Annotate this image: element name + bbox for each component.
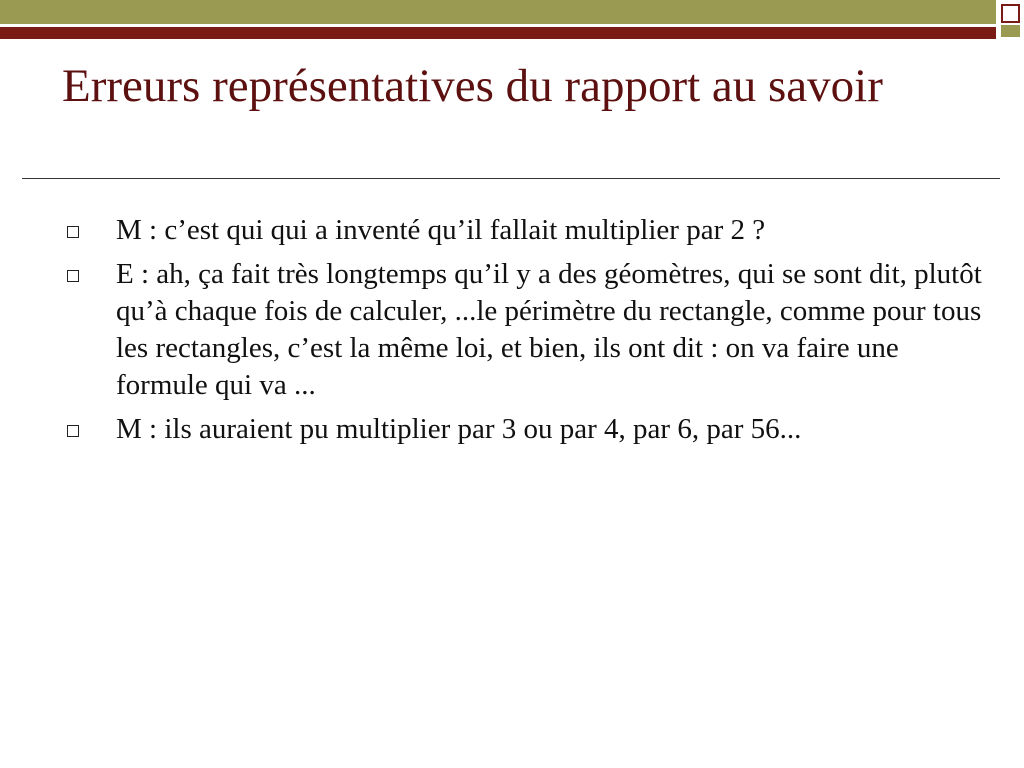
- corner-square-lower: [1001, 25, 1020, 37]
- bullet-item: [62, 212, 982, 249]
- bullet-item: [62, 256, 982, 404]
- bullet-text: M : ils auraient pu multiplier par 3 ou par 4, par 6, par 56...: [116, 413, 802, 445]
- header-band-olive: [0, 0, 996, 24]
- hollow-square-icon: [67, 226, 79, 238]
- hollow-square-icon: [67, 425, 79, 437]
- header-band-maroon: [0, 27, 996, 39]
- bullet-item: [62, 411, 982, 448]
- slide-title: Erreurs représentatives du rapport au savoir: [62, 60, 883, 112]
- bullet-text: M : c’est qui qui a inventé qu’il fallait multiplier par 2 ?: [116, 214, 766, 246]
- bullet-list: [62, 212, 982, 455]
- corner-square-icon: [1001, 4, 1020, 23]
- bullet-text: E : ah, ça fait très longtemps qu’il y a des géomètres, qui se sont dit, plutôt qu’à chaque fois de calculer, ...le périmètre du rectangle, comme pour tous les rectangles, c’est la même loi, et bien, ils ont dit : on va faire une formule qui va ...: [116, 258, 982, 401]
- hollow-square-icon: [67, 270, 79, 282]
- title-divider: [22, 178, 1000, 179]
